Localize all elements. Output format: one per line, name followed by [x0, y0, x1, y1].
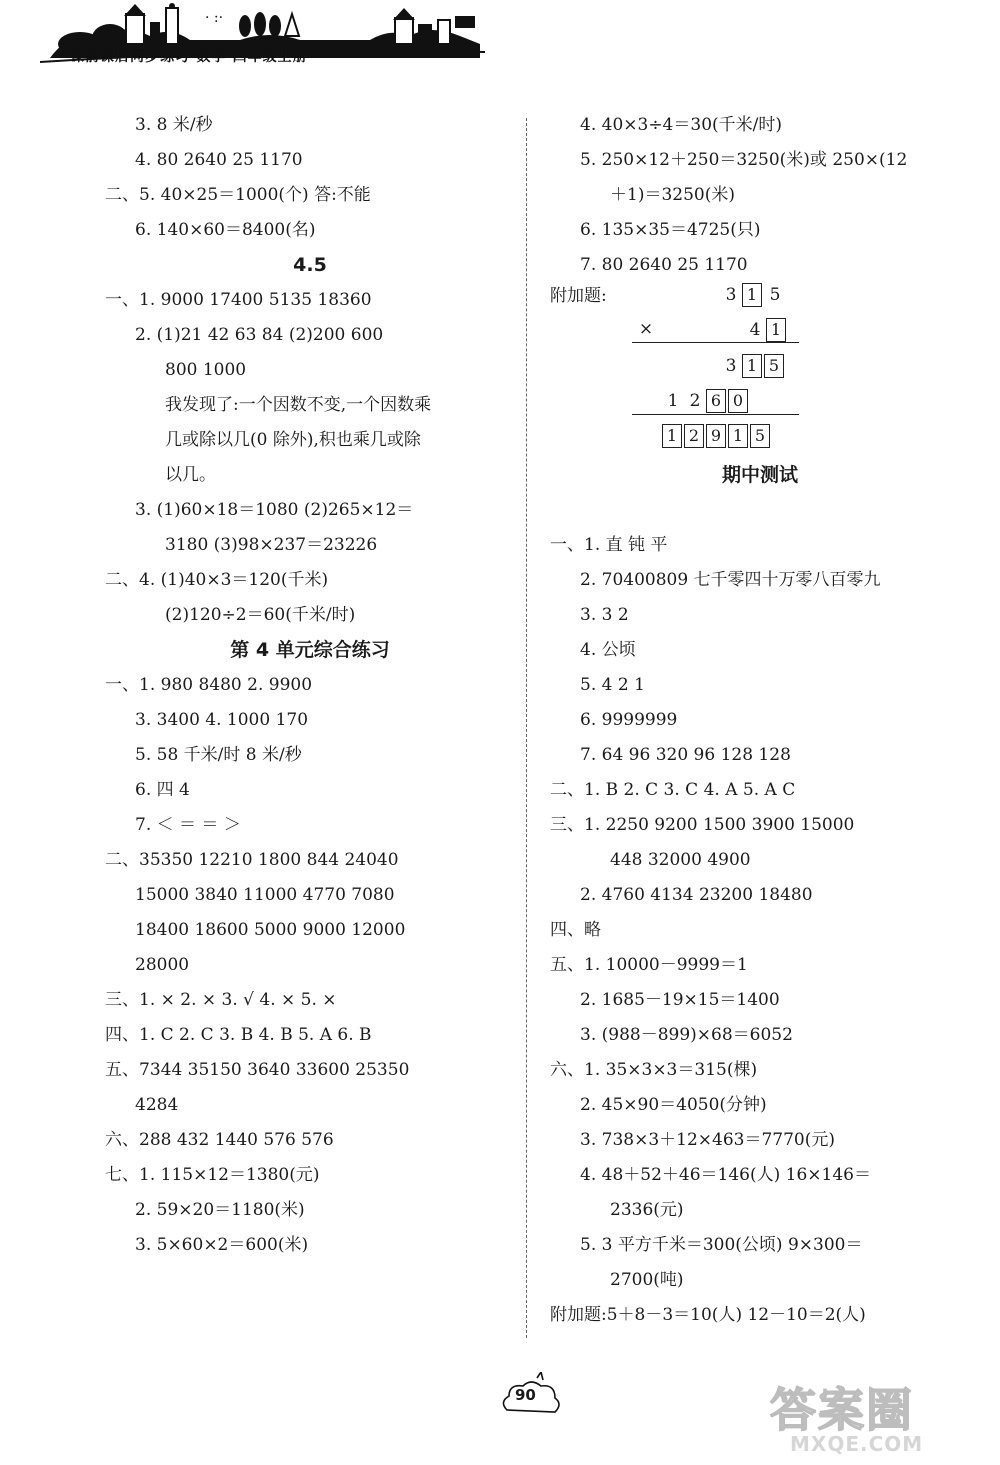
answer-line: 五、7344 35150 3640 33600 25350	[105, 1060, 410, 1080]
operator-row	[635, 318, 657, 344]
section-heading: 第 4 单元综合练习	[230, 639, 390, 661]
filled-digit-box: 5	[764, 354, 784, 378]
answer-line: 附加题:5＋8－3＝10(人) 12－10＝2(人)	[550, 1305, 866, 1325]
digit: 2	[689, 391, 701, 411]
answer-line: 四、略	[550, 920, 601, 940]
watermark-logo: 答案圈	[770, 1383, 914, 1437]
left-column	[105, 108, 515, 1263]
section-heading: 4.5	[293, 254, 327, 276]
answer-line: 二、35350 12210 1800 844 24040	[105, 850, 399, 870]
filled-digit-box: 1	[662, 424, 682, 448]
answer-line: 一、1. 9000 17400 5135 18360	[105, 290, 372, 310]
answer-line: 5. 58 千米/时 8 米/秒	[135, 745, 302, 765]
answer-line: 二、1. B 2. C 3. C 4. A 5. A C	[550, 780, 796, 800]
answer-line: 2. (1)21 42 63 84 (2)200 600	[135, 325, 384, 345]
answer-line: 一、1. 直 钝 平	[550, 535, 668, 555]
answer-line: 4. 40×3÷4＝30(千米/时)	[580, 115, 782, 135]
answer-line: 448 32000 4900	[610, 850, 751, 870]
multiplicand-row	[720, 283, 786, 309]
digit: 1	[667, 391, 679, 411]
page-number-badge	[497, 1372, 567, 1422]
answer-line: 5. 3 平方千米＝300(公顷) 9×300＝	[580, 1235, 863, 1255]
multiplier-row	[744, 318, 788, 344]
answer-line: ＋1)＝3250(米)	[610, 185, 735, 205]
answer-line: 6. 9999999	[580, 710, 678, 730]
partial-product-2-row	[662, 389, 750, 415]
digit: 4	[749, 320, 761, 340]
filled-digit-box: 1	[766, 318, 786, 342]
answer-line: 3. (1)60×18＝1080 (2)265×12＝	[135, 500, 414, 520]
bonus-calculation	[550, 283, 970, 458]
digit: 3	[725, 356, 737, 376]
page-header	[40, 0, 500, 92]
filled-digit-box: 9	[706, 424, 726, 448]
filled-digit-box: 2	[684, 424, 704, 448]
right-column-top	[550, 108, 970, 283]
page-number: 90	[515, 1386, 536, 1404]
answer-line: 三、1. × 2. × 3. √ 4. × 5. ×	[105, 990, 337, 1010]
answer-line: 六、288 432 1440 576 576	[105, 1130, 334, 1150]
answer-line: 六、1. 35×3×3＝315(棵)	[550, 1060, 758, 1080]
answer-line: 二、4. (1)40×3＝120(千米)	[105, 570, 329, 590]
answer-line: 3. 8 米/秒	[135, 115, 213, 135]
answer-line: 15000 3840 11000 4770 7080	[135, 885, 395, 905]
column-divider	[526, 118, 527, 1338]
answer-line: 3. 738×3＋12×463＝7770(元)	[580, 1130, 835, 1150]
answer-line: 2. 1685－19×15＝1400	[580, 990, 780, 1010]
answer-line: 我发现了:一个因数不变,一个因数乘	[165, 395, 432, 415]
right-column	[550, 108, 970, 1333]
answer-line: 18400 18600 5000 9000 12000	[135, 920, 406, 940]
partial-product-1-row	[720, 354, 786, 380]
filled-digit-box: 1	[742, 354, 762, 378]
answer-line: 7. ＜ ＝ ＝ ＞	[135, 815, 241, 835]
answer-line: 6. 四 4	[135, 780, 190, 800]
answer-line: 28000	[135, 955, 190, 975]
answer-line: 2700(吨)	[610, 1270, 684, 1290]
answer-line: 2336(元)	[610, 1200, 684, 1220]
answer-line: 二、5. 40×25＝1000(个) 答:不能	[105, 185, 371, 205]
answer-line: 2. 4760 4134 23200 18480	[580, 885, 813, 905]
book-title: 课前课后同步练习·数学·四年级上册	[70, 49, 308, 65]
answer-line: 3. 3400 4. 1000 170	[135, 710, 309, 730]
svg-text:· :·: · :·	[205, 10, 224, 26]
answer-line: 2. 59×20＝1180(米)	[135, 1200, 305, 1220]
watermark-site: MXQE.COM	[790, 1432, 924, 1456]
spacer	[550, 493, 970, 528]
filled-digit-box: 1	[728, 424, 748, 448]
answer-line: 7. 80 2640 25 1170	[580, 255, 748, 275]
filled-digit-box: 6	[706, 389, 726, 413]
answer-line: 七、1. 115×12＝1380(元)	[105, 1165, 320, 1185]
answer-line: 3. (988－899)×68＝6052	[580, 1025, 793, 1045]
answer-line: (2)120÷2＝60(千米/时)	[165, 605, 356, 625]
answer-line: 一、1. 980 8480 2. 9900	[105, 675, 313, 695]
answer-line: 2. 70400809 七千零四十万零八百零九	[580, 570, 881, 590]
answer-line: 三、1. 2250 9200 1500 3900 15000	[550, 815, 855, 835]
rule-line-2	[632, 414, 799, 415]
answer-line: 四、1. C 2. C 3. B 4. B 5. A 6. B	[105, 1025, 372, 1045]
multiply-sign: ×	[638, 318, 654, 339]
filled-digit-box: 5	[750, 424, 770, 448]
answer-line: 6. 135×35＝4725(只)	[580, 220, 761, 240]
answer-line: 五、1. 10000－9999＝1	[550, 955, 748, 975]
bonus-label: 附加题:	[550, 286, 607, 306]
answer-line: 几或除以几(0 除外),积也乘几或除	[165, 430, 421, 450]
answer-line: 以几。	[165, 465, 216, 485]
answer-line: 7. 64 96 320 96 128 128	[580, 745, 791, 765]
answer-line: 3. 5×60×2＝600(米)	[135, 1235, 309, 1255]
filled-digit-box: 1	[742, 283, 762, 307]
rule-line-1	[632, 342, 799, 343]
answer-line: 3180 (3)98×237＝23226	[165, 535, 378, 555]
answer-line: 4. 公顷	[580, 640, 636, 660]
right-column-bottom	[550, 458, 970, 1333]
filled-digit-box: 0	[728, 389, 748, 413]
answer-line: 4284	[135, 1095, 179, 1115]
answer-line: 800 1000	[165, 360, 247, 380]
answer-line: 4. 48＋52＋46＝146(人) 16×146＝	[580, 1165, 871, 1185]
answer-line: 5. 4 2 1	[580, 675, 645, 695]
result-row	[662, 424, 772, 450]
digit: 5	[769, 285, 781, 305]
answer-line: 6. 140×60＝8400(名)	[135, 220, 316, 240]
answer-line: 5. 250×12＋250＝3250(米)或 250×(12	[580, 150, 908, 170]
watermark	[770, 1372, 995, 1462]
answer-line: 4. 80 2640 25 1170	[135, 150, 303, 170]
answer-line: 2. 45×90＝4050(分钟)	[580, 1095, 767, 1115]
digit: 3	[725, 285, 737, 305]
section-heading: 期中测试	[721, 464, 798, 486]
answer-line: 3. 3 2	[580, 605, 629, 625]
